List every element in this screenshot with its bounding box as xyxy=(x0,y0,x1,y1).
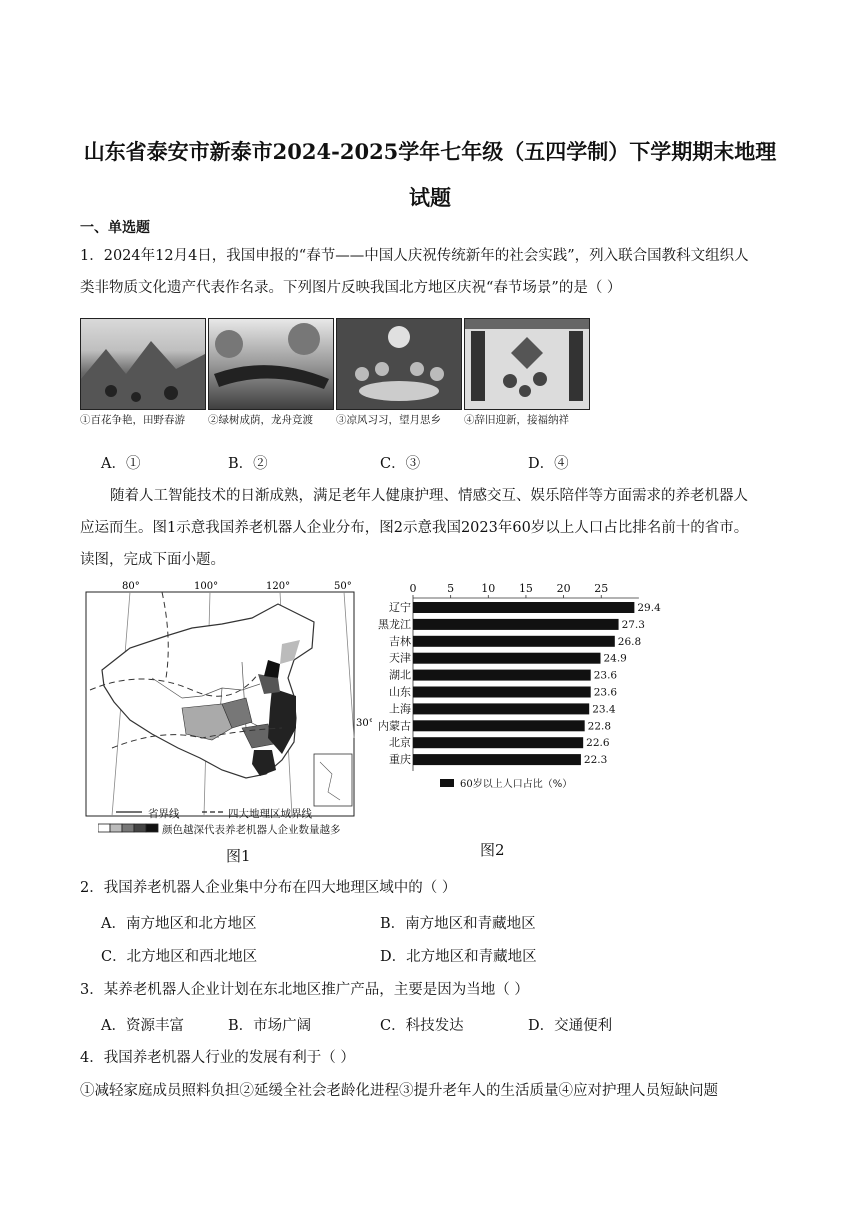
category-label: 吉林 xyxy=(389,634,411,648)
bar xyxy=(413,703,589,714)
photo-caption-2: ②绿树成荫，龙舟竞渡 xyxy=(208,414,313,426)
q4-stem: 4．我国养老机器人行业的发展有利于（ ） xyxy=(80,1050,355,1066)
photo-new-year-couplets xyxy=(464,318,590,410)
category-label: 上海 xyxy=(389,702,411,716)
bar-value-label: 24.9 xyxy=(603,652,627,665)
map-legend xyxy=(98,806,388,840)
photo-moon-gathering xyxy=(336,318,462,410)
passage-line3: 读图，完成下面小题。 xyxy=(80,552,225,568)
bar-value-label: 27.3 xyxy=(621,618,645,631)
bar-value-label: 22.3 xyxy=(583,754,608,767)
doc-title-line2: 试题 xyxy=(409,185,451,210)
q2-option-a[interactable]: A．南方地区和北方地区 xyxy=(101,916,257,932)
q1-option-c[interactable]: C．③ xyxy=(380,456,421,472)
category-label: 天津 xyxy=(389,651,411,665)
photo-dragon-boat xyxy=(208,318,334,410)
legend-swatch xyxy=(440,779,454,787)
x-tick-label: 10 xyxy=(481,582,496,595)
q3-option-b[interactable]: B．市场广阔 xyxy=(228,1018,312,1034)
figure2-caption: 图2 xyxy=(480,841,505,859)
x-tick-label: 5 xyxy=(447,582,455,595)
photo-spring-outing xyxy=(80,318,206,410)
legend-label: 60岁以上人口占比（%） xyxy=(460,779,573,790)
category-label: 湖北 xyxy=(389,668,411,682)
bar xyxy=(413,653,600,664)
category-label: 山东 xyxy=(389,685,411,699)
bar-value-label: 29.4 xyxy=(637,602,661,614)
q1-option-b[interactable]: B．② xyxy=(228,456,268,472)
category-label: 重庆 xyxy=(389,753,411,767)
q4-choices: ①减轻家庭成员照料负担②延缓全社会老龄化进程③提升老年人的生活质量④应对护理人员短缺问题 xyxy=(80,1083,718,1099)
bar xyxy=(413,754,581,765)
q1-stem-line2: 类非物质文化遗产代表作名录。下列图片反映我国北方地区庆祝“春节场景”的是（ ） xyxy=(80,280,622,296)
bar-value-label: 22.6 xyxy=(586,737,610,750)
lon-label-100: 100° xyxy=(194,581,219,592)
x-tick-label: 25 xyxy=(594,582,609,595)
passage-line1: 随着人工智能技术的日渐成熟，满足老年人健康护理、情感交互、娱乐陪伴等方面需求的养老机器人 xyxy=(110,488,748,504)
q3-option-a[interactable]: A．资源丰富 xyxy=(101,1018,184,1034)
bar xyxy=(413,619,619,630)
x-tick-label: 15 xyxy=(518,582,533,595)
bar xyxy=(413,737,583,748)
q2-stem: 2．我国养老机器人企业集中分布在四大地理区域中的（ ） xyxy=(80,880,457,896)
bar-value-label: 23.4 xyxy=(592,703,616,716)
category-label: 辽宁 xyxy=(389,601,411,614)
q2-option-d[interactable]: D．北方地区和青藏地区 xyxy=(380,949,537,965)
bar xyxy=(413,720,585,731)
figure1-map xyxy=(82,578,372,840)
bar xyxy=(413,602,634,613)
legend-shade: 颜色越深代表养老机器人企业数量越多 xyxy=(162,824,341,836)
figure1-caption: 图1 xyxy=(226,847,251,865)
figure2-chart xyxy=(376,580,706,810)
bar xyxy=(413,670,591,681)
bar-value-label: 22.8 xyxy=(587,720,612,733)
photo-caption-4: ④辞旧迎新，接福纳祥 xyxy=(464,414,569,426)
q1-option-d[interactable]: D．④ xyxy=(528,456,569,472)
q3-stem: 3．某养老机器人企业计划在东北地区推广产品，主要是因为当地（ ） xyxy=(80,982,529,998)
photo-caption-3: ③凉风习习，望月思乡 xyxy=(336,414,441,426)
legend-province-line: 省界线 xyxy=(148,808,180,820)
category-label: 北京 xyxy=(389,736,411,750)
q3-option-d[interactable]: D．交通便利 xyxy=(528,1018,613,1034)
q2-option-b[interactable]: B．南方地区和青藏地区 xyxy=(380,916,536,932)
lon-label-80: 80° xyxy=(122,581,140,592)
q2-option-c[interactable]: C．北方地区和西北地区 xyxy=(101,949,258,965)
lat-label-30: 30° xyxy=(356,718,372,729)
legend-region-line: 四大地理区域界线 xyxy=(228,808,312,820)
bar xyxy=(413,687,591,698)
x-tick-label: 20 xyxy=(556,582,571,595)
category-label: 内蒙古 xyxy=(378,719,411,733)
bar xyxy=(413,636,615,647)
bar-value-label: 23.6 xyxy=(593,669,618,682)
q3-option-c[interactable]: C．科技发达 xyxy=(380,1018,464,1034)
category-label: 黑龙江 xyxy=(378,617,411,631)
bar-value-label: 26.8 xyxy=(617,635,642,648)
q1-stem-line1: 1．2024年12月4日，我国申报的“春节——中国人庆祝传统新年的社会实践”，列入联合国教科文组织人 xyxy=(80,248,749,264)
x-tick-label: 0 xyxy=(409,582,417,595)
q1-option-a[interactable]: A．① xyxy=(101,456,141,472)
lon-label-50: 50° xyxy=(334,581,352,592)
passage-line2: 应运而生。图1示意我国养老机器人企业分布，图2示意我国2023年60岁以上人口占比排名前十的省市。 xyxy=(80,520,749,536)
section-heading: 一、单选题 xyxy=(80,220,150,236)
bar-value-label: 23.6 xyxy=(593,686,618,699)
photo-caption-1: ①百花争艳，田野春游 xyxy=(80,414,185,426)
doc-title-line1: 山东省泰安市新泰市2024-2025学年七年级（五四学制）下学期期末地理 xyxy=(83,139,777,164)
lon-label-120: 120° xyxy=(266,581,291,592)
